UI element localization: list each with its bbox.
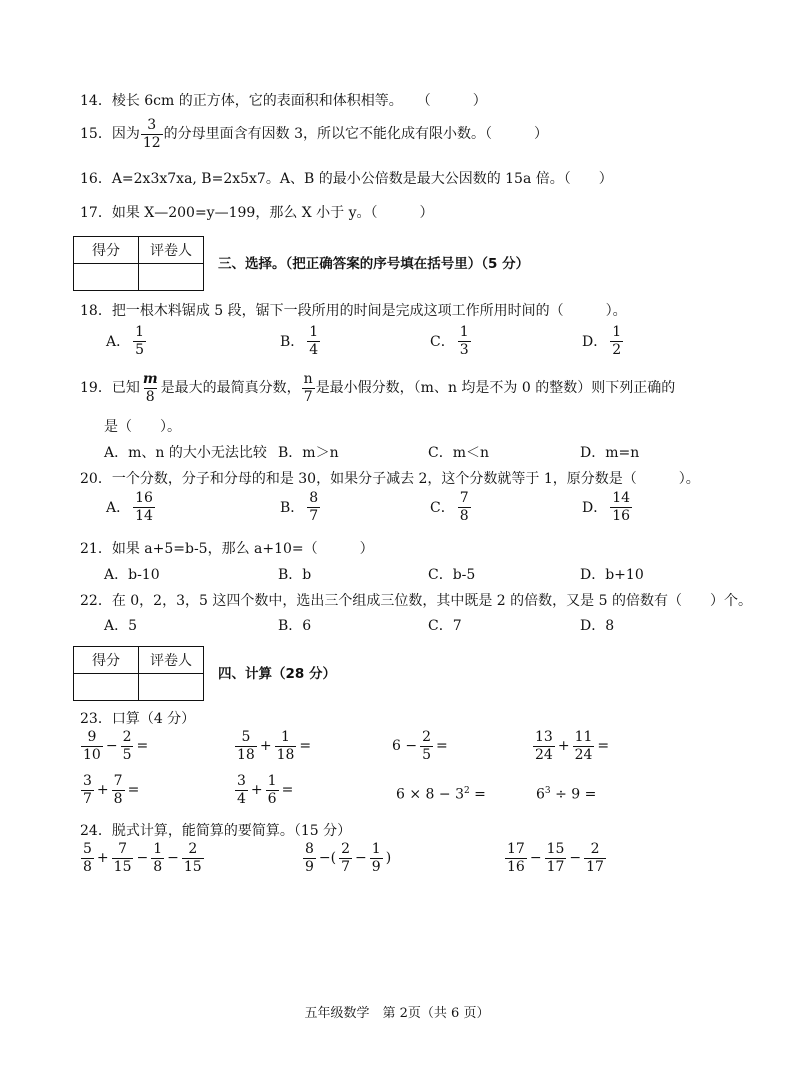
- fraction: $\frac{1}{4}$: [309, 324, 319, 358]
- q22-option-a: A．5: [104, 618, 138, 634]
- fraction-m-8: $\frac{m}{8}$: [142, 371, 158, 405]
- q20-option-c: C． $\frac{7}{8}$: [430, 490, 469, 524]
- fraction-3-12: [141, 118, 163, 150]
- denominator: 12: [142, 134, 161, 151]
- score-cell[interactable]: [74, 674, 139, 701]
- question-24-title: 24．脱式计算，能简算的要简算。（15 分）: [80, 823, 352, 839]
- q21-option-d: D．b+10: [580, 567, 644, 583]
- q21-option-b: B．b: [278, 567, 312, 583]
- oral-expr-7: $6 \times 8 - 3^2$ =: [396, 786, 486, 803]
- fraction: $\frac{16}{14}$: [135, 490, 153, 524]
- q22-option-d: D．8: [580, 618, 615, 634]
- numerator: 3: [147, 117, 157, 133]
- q19-option-b: B．m＞n: [278, 445, 339, 461]
- fraction: $\frac{8}{7}$: [309, 490, 319, 524]
- oral-expr-1: $\frac{9}{10}$ − $\frac{2}{5}$ =: [83, 729, 149, 763]
- score-table-section3: [73, 236, 204, 291]
- fraction: $\frac{1}{3}$: [459, 324, 469, 358]
- question-17: 17．如果 X—200=y—199，那么 X 小于 y。（ ）: [80, 205, 434, 221]
- score-header: 得分: [74, 647, 139, 674]
- fraction: $\frac{1}{2}$: [612, 324, 622, 358]
- oral-expr-8: $6^3 \div 9$ =: [536, 786, 597, 803]
- question-15-text: 的分母里面含有因数 3，所以它不能化成有限小数。（ ）: [163, 126, 549, 143]
- question-19: 19．已知 $\frac{m}{8}$ 是最大的最简真分数， $\frac{n}{7}$ 是最小假分数，（m、n 均是不为 0 的整数）则下列正确的: [80, 371, 676, 405]
- q18-option-a: A． $\frac{1}{5}$: [106, 324, 145, 358]
- question-20: 20．一个分数，分子和分母的和是 30，如果分子减去 2，这个分数就等于 1，原分数是（ ）。: [80, 471, 700, 487]
- section-3-title: 三、选择。（把正确答案的序号填在括号里）（5 分）: [218, 256, 530, 272]
- page-footer: 五年级数学 第 2页（共 6 页）: [304, 1006, 490, 1021]
- grader-header: 评卷人: [139, 237, 204, 264]
- oral-expr-5: $\frac{3}{7}$ + $\frac{7}{8}$ =: [83, 773, 140, 807]
- question-15: [80, 118, 548, 150]
- question-16: 16．A=2x3x7xa, B=2x5x7。A、B 的最小公倍数是最大公因数的 15a 倍。（ ）: [80, 171, 613, 187]
- q19-option-d: D．m=n: [580, 445, 640, 461]
- q19-option-a: A．m、n 的大小无法比较: [104, 445, 267, 461]
- stepwise-expr-3: $\frac{17}{16}$ − $\frac{15}{17}$ − $\frac{2}{17}$: [507, 841, 604, 875]
- fraction-n-7: $\frac{n}{7}$: [303, 371, 313, 405]
- oral-expr-2: $\frac{5}{18}$ + $\frac{1}{18}$ =: [237, 729, 312, 763]
- question-14: 14．棱长 6cm 的正方体，它的表面积和体积相等。 （ ）: [80, 93, 487, 109]
- question-18: 18．把一根木料锯成 5 段，锯下一段所用的时间是完成这项工作所用时间的（ ）。: [80, 303, 627, 319]
- fraction: $\frac{7}{8}$: [459, 490, 469, 524]
- question-23-title: 23．口算（4 分）: [80, 711, 196, 727]
- question-19-line2: 是（ ）。: [104, 419, 181, 435]
- grader-header: 评卷人: [139, 647, 204, 674]
- fraction: $\frac{1}{5}$: [135, 324, 145, 358]
- question-22: 22．在 0，2，3，5 这四个数中，选出三个组成三位数，其中既是 2 的倍数，又是 5 的倍数有（ ）个。: [80, 593, 752, 609]
- q22-option-b: B．6: [278, 618, 312, 634]
- q20-option-a: A． $\frac{16}{14}$: [106, 490, 153, 524]
- stepwise-expr-2: $\frac{8}{9}$ −( $\frac{2}{7}$ − $\frac{1}{9}$ ): [305, 841, 392, 875]
- grader-cell[interactable]: [139, 264, 204, 291]
- section-4-title: 四、计算（28 分）: [218, 666, 336, 682]
- q21-option-a: A．b-10: [104, 567, 160, 583]
- score-table-section4: [73, 646, 204, 701]
- q18-option-b: B． $\frac{1}{4}$: [280, 324, 319, 358]
- q21-option-c: C．b-5: [428, 567, 476, 583]
- q18-option-d: D． $\frac{1}{2}$: [582, 324, 622, 358]
- oral-expr-3: 6 − $\frac{2}{5}$ =: [392, 729, 448, 763]
- score-header: 得分: [74, 237, 139, 264]
- grader-cell[interactable]: [139, 674, 204, 701]
- fraction: $\frac{14}{16}$: [612, 490, 631, 524]
- q18-option-c: C． $\frac{1}{3}$: [430, 324, 469, 358]
- q20-option-d: D． $\frac{14}{16}$: [582, 490, 631, 524]
- q22-option-c: C．7: [428, 618, 462, 634]
- stepwise-expr-1: $\frac{5}{8}$ + $\frac{7}{15}$ − $\frac{1}{8}$ − $\frac{2}{15}$: [83, 841, 202, 875]
- oral-expr-6: $\frac{3}{4}$ + $\frac{1}{6}$ =: [237, 773, 294, 807]
- question-21: 21．如果 a+5=b-5，那么 a+10=（ ）: [80, 541, 374, 557]
- oral-expr-4: $\frac{13}{24}$ + $\frac{11}{24}$ =: [535, 729, 610, 763]
- q19-option-c: C．m＜n: [428, 445, 490, 461]
- score-cell[interactable]: [74, 264, 139, 291]
- q20-option-b: B． $\frac{8}{7}$: [280, 490, 319, 524]
- question-15-prefix: 15．因为: [80, 126, 140, 143]
